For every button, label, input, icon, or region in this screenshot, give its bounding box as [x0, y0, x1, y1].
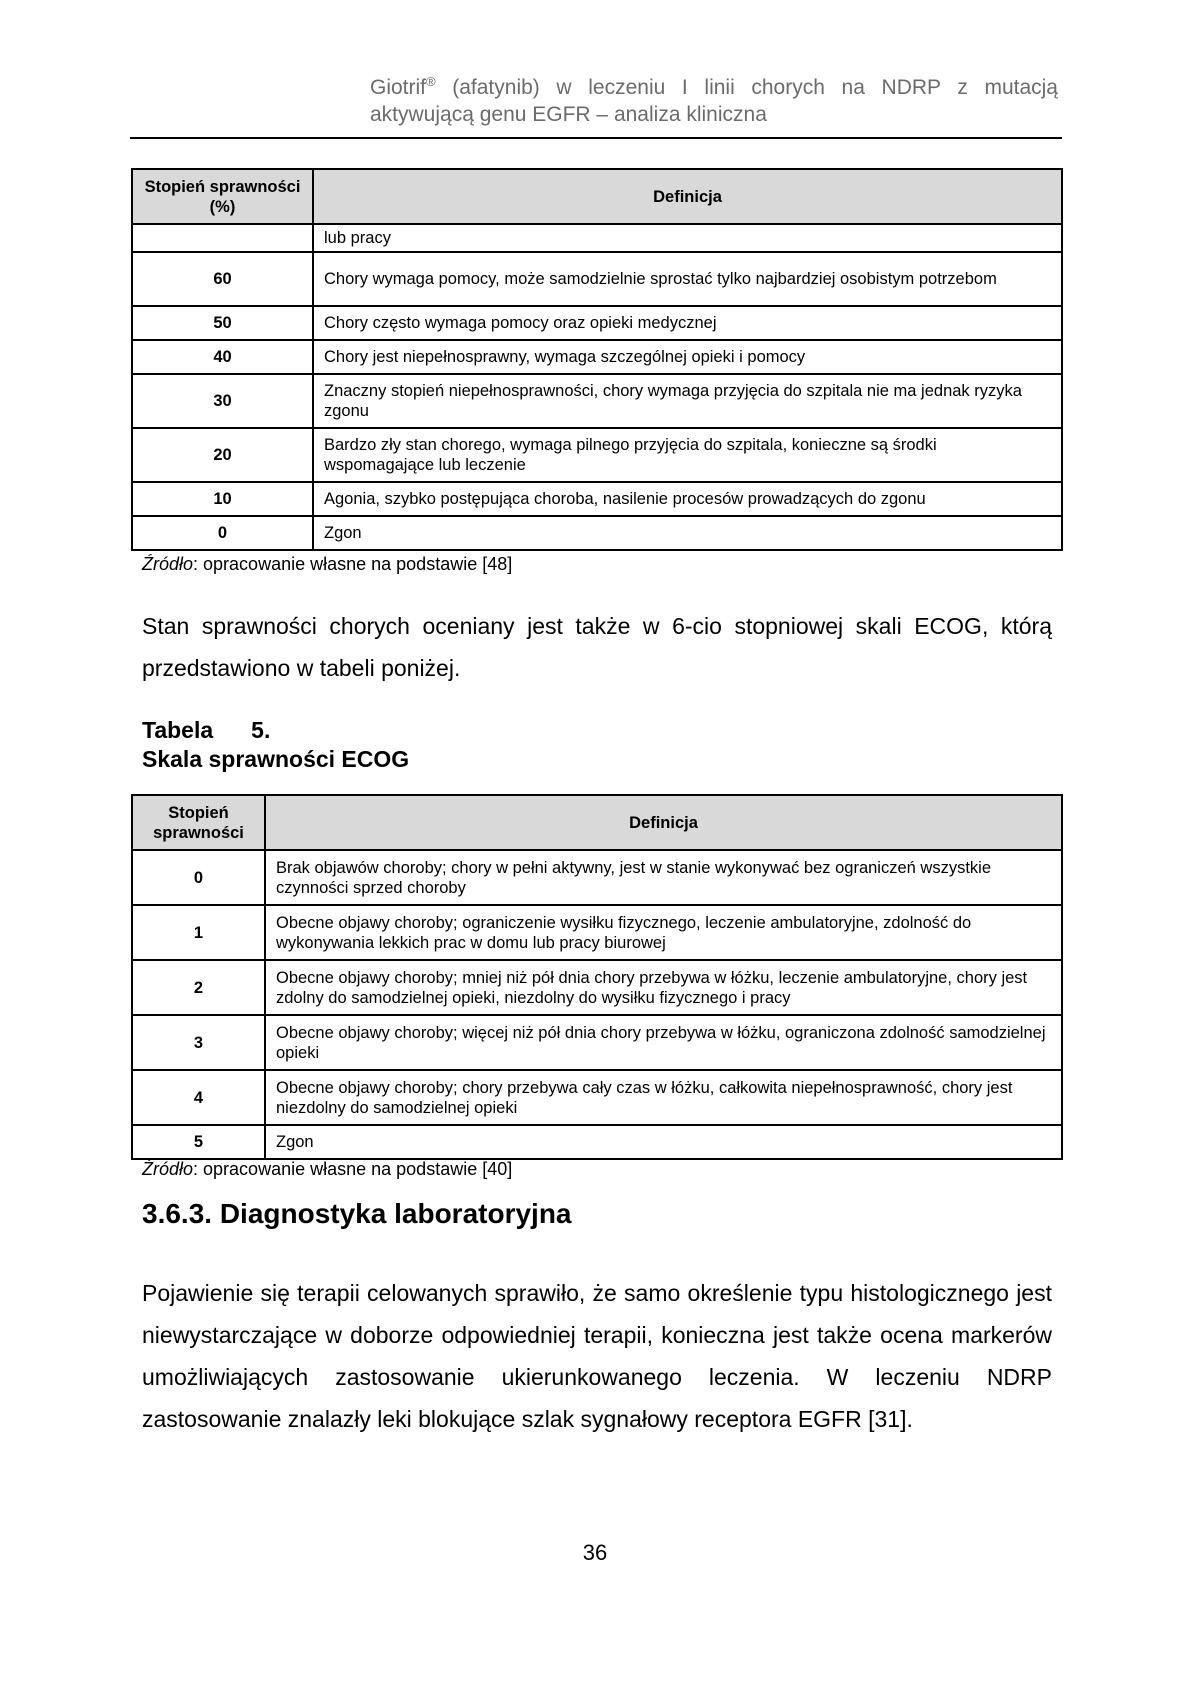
- table1-definition-cell: Chory wymaga pomocy, może samodzielnie sprostać tylko najbardziej osobistym potrzebom: [313, 252, 1062, 306]
- table1-header-definition: Definicja: [313, 169, 1062, 224]
- table2-definition-cell: Obecne objawy choroby; ograniczenie wysiłku fizycznego, leczenie ambulatoryjne, zdolność do wykonywania lekkich prac w domu lub pracy biurowej: [265, 905, 1062, 960]
- table2-grade-cell: 1: [132, 905, 265, 960]
- running-header: [370, 68, 1058, 128]
- body-paragraph-diagnostics: Pojawienie się terapii celowanych sprawiło, że samo określenie typu histologicznego jest niewystarczające w doborze odpowiedniej terapii, konieczna jest także ocena markerów umożliwiających zastosowanie ukierunkowanego leczenia. W leczeniu NDRP zastosowanie znalazły leki blokujące szlak sygnałowy receptora EGFR [31].: [142, 1280, 1052, 1432]
- source-text: : opracowanie własne na podstawie [48]: [193, 554, 513, 574]
- caption-title: Skala sprawności ECOG: [142, 746, 410, 772]
- table1-definition-cell: lub pracy: [313, 224, 1062, 252]
- source-label: Źródło: [142, 1159, 194, 1179]
- table2-source: [142, 1158, 512, 1180]
- body-paragraph-ecog-intro: Stan sprawności chorych oceniany jest także w 6-cio stopniowej skali ECOG, którą przedstawiono w tabeli poniżej.: [142, 613, 1052, 681]
- table2-grade-cell: 0: [132, 850, 265, 905]
- table1-grade-cell: 30: [132, 374, 313, 428]
- ecog-table: [131, 794, 1063, 1160]
- table2-grade-cell: 5: [132, 1125, 265, 1159]
- caption-number: 5.: [251, 717, 271, 743]
- table2-definition-cell: Zgon: [265, 1125, 1062, 1159]
- caption-label: Tabela: [142, 717, 214, 743]
- source-label: Źródło: [142, 554, 194, 574]
- karnofsky-table: [131, 168, 1063, 551]
- table2-header-grade: Stopień sprawności: [132, 795, 265, 850]
- table1-definition-cell: Bardzo zły stan chorego, wymaga pilnego przyjęcia do szpitala, konieczne są środki wspomagające lub leczenie: [313, 428, 1062, 482]
- table2-header-definition: Definicja: [265, 795, 1062, 850]
- table2-definition-cell: Obecne objawy choroby; więcej niż pół dnia chory przebywa w łóżku, ograniczona zdolność samodzielnej opieki: [265, 1015, 1062, 1070]
- table2-caption: [142, 716, 409, 774]
- table1-definition-cell: Chory często wymaga pomocy oraz opieki medycznej: [313, 306, 1062, 340]
- table2-definition-cell: Obecne objawy choroby; chory przebywa cały czas w łóżku, całkowita niepełnosprawność, chory jest niezdolny do samodzielnej opieki: [265, 1070, 1062, 1125]
- table1-grade-cell: [132, 224, 313, 252]
- table1-grade-cell: 0: [132, 516, 313, 550]
- table1-definition-cell: Znaczny stopień niepełnosprawności, chory wymaga przyjęcia do szpitala nie ma jednak ryzyka zgonu: [313, 374, 1062, 428]
- header-title-post: (afatynib) w leczeniu I linii chorych na NDRP z mutacją aktywującą genu EGFR – analiza kliniczna: [370, 76, 1058, 126]
- table2-definition-cell: Brak objawów choroby; chory w pełni aktywny, jest w stanie wykonywać bez ograniczeń wszystkie czynności sprzed choroby: [265, 850, 1062, 905]
- header-divider: [130, 137, 1062, 139]
- table2-grade-cell: 4: [132, 1070, 265, 1125]
- page-number: 36: [582, 1540, 608, 1565]
- section-heading: 3.6.3. Diagnostyka laboratoryjna: [142, 1198, 572, 1229]
- table1-grade-cell: 10: [132, 482, 313, 516]
- table1-header-grade: Stopień sprawności (%): [132, 169, 313, 224]
- table1-grade-cell: 20: [132, 428, 313, 482]
- table2-definition-cell: Obecne objawy choroby; mniej niż pół dnia chory przebywa w łóżku, leczenie ambulatoryjne, chory jest zdolny do samodzielnej opieki, niezdolny do wysiłku fizycznego i pracy: [265, 960, 1062, 1015]
- table1-definition-cell: Agonia, szybko postępująca choroba, nasilenie procesów prowadzących do zgonu: [313, 482, 1062, 516]
- table1-definition-cell: Chory jest niepełnosprawny, wymaga szczególnej opieki i pomocy: [313, 340, 1062, 374]
- table2-grade-cell: 2: [132, 960, 265, 1015]
- table2-grade-cell: 3: [132, 1015, 265, 1070]
- table1-source: [142, 553, 512, 575]
- table1-definition-cell: Zgon: [313, 516, 1062, 550]
- registered-mark: ®: [426, 74, 436, 89]
- table1-grade-cell: 50: [132, 306, 313, 340]
- header-title-pre: Giotrif: [370, 76, 427, 99]
- table1-grade-cell: 60: [132, 252, 313, 306]
- table1-grade-cell: 40: [132, 340, 313, 374]
- source-text: : opracowanie własne na podstawie [40]: [193, 1159, 513, 1179]
